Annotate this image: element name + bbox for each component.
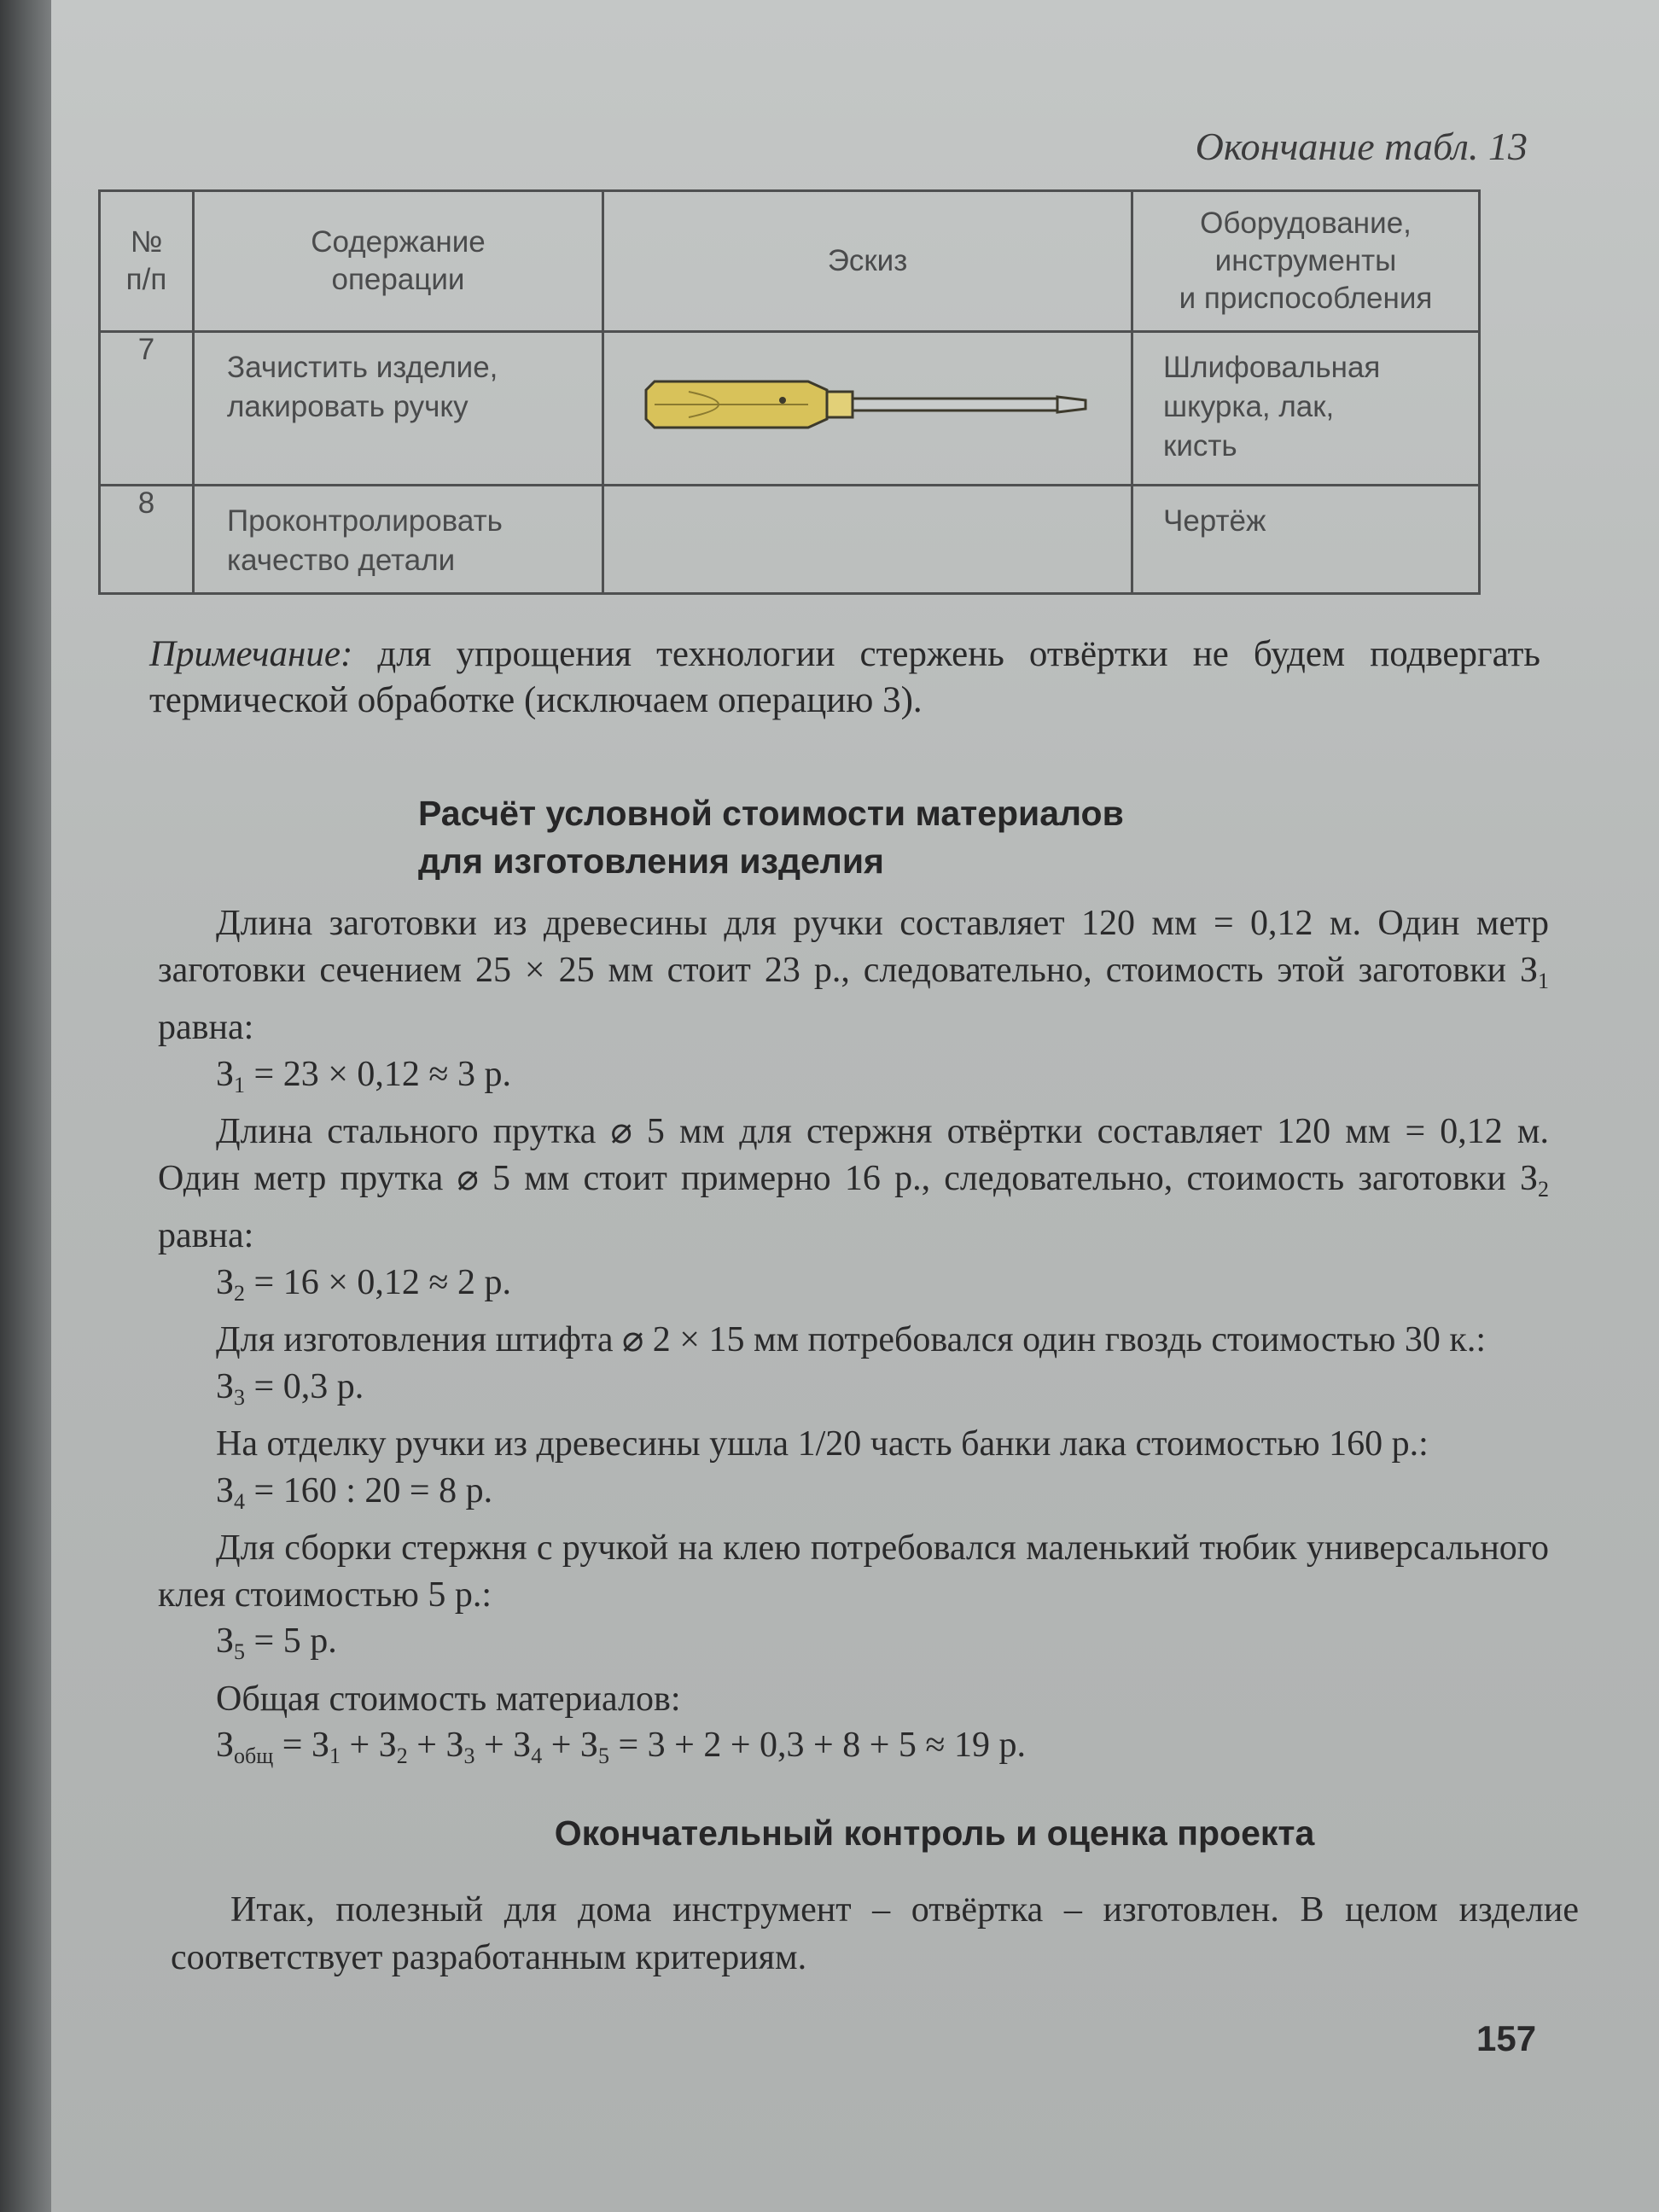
header-number: № п/п [100, 191, 194, 332]
note-text: для упрощения технологии стержень отвёртки не будем подвергать термической обработке (исключаем операцию 3). [149, 634, 1540, 720]
row-number: 8 [100, 486, 194, 594]
formula: $З_3 = 0,3$ р. [216, 1366, 364, 1410]
row-sketch [603, 332, 1132, 486]
formula: $З_4 = 160$ : 20 = 8 р. [216, 1470, 493, 1514]
paragraph: Длина заготовки из древесины для ручки составляет 120 мм = 0,12 м. Один метр заготовки сечением 25 × 25 мм стоит 23 р., следовательно, стоимость этой заготовки $З_1$ равна: [158, 904, 1549, 1047]
table-row [100, 332, 1480, 486]
header-sketch: Эскиз [603, 191, 1132, 332]
paragraph: На отделку ручки из древесины ушла 1/20 часть банки лака стоимостью 160 р.: [216, 1424, 1429, 1464]
row-content: Проконтролировать качество детали [194, 486, 603, 594]
final-paragraph: Итак, полезный для дома инструмент – отвёртка – изготовлен. В целом изделие соответствует разработанным критериям. [171, 1890, 1579, 1977]
section-heading-final: Окончательный контроль и оценка проекта [554, 1813, 1315, 1853]
formula: $З_5 = 5$ р. [216, 1621, 337, 1664]
fraction: 1/20 [797, 1424, 862, 1464]
table-note [149, 632, 1540, 724]
note-label: Примечание: [149, 634, 353, 674]
row-number: 7 [100, 332, 194, 486]
table-caption: Окончание табл. 13 [1195, 125, 1528, 168]
cost-calculation-text [158, 900, 1549, 1780]
table-header-row [100, 191, 1480, 332]
paragraph: Общая стоимость материалов: [216, 1679, 681, 1719]
table-row [100, 486, 1480, 594]
section-heading-cost: Расчёт условной стоимости материалов для изготовления изделия [418, 794, 1124, 881]
header-equipment: Оборудование, инструменты и приспособления [1132, 191, 1480, 332]
paragraph: Для изготовления штифта ⌀ 2 × 15 мм потребовался один гвоздь стоимостью 30 к.: [216, 1320, 1486, 1359]
paragraph: Для сборки стержня с ручкой на клею потребовался маленький тюбик универсального клея стоимостью 5 р.: [158, 1528, 1549, 1615]
paragraph: Длина стального прутка ⌀ 5 мм для стержня отвёртки составляет 120 мм = 0,12 м. Один метр прутка ⌀ 5 мм стоит примерно 16 р., следовательно, стоимость заготовки $З_2$ равна: [158, 1112, 1549, 1255]
row-content: Зачистить изделие, лакировать ручку [194, 332, 603, 486]
row-equipment: Шлифовальная шкурка, лак, кисть [1132, 332, 1480, 486]
page-number: 157 [1476, 2018, 1537, 2058]
row-equipment: Чертёж [1132, 486, 1480, 594]
row-sketch [603, 486, 1132, 594]
formula: $З_2 = 16 \times 0,12 \approx 2$ р. [216, 1262, 511, 1306]
header-content: Содержание операции [194, 191, 603, 332]
total-formula: $З_{общ} = З_1 + З_2 + З_3 + З_4 + З_5 = 3 + 2 + 0,3 + 8 + 5 \approx 19$ р. [216, 1726, 1026, 1768]
operations-table [98, 189, 1481, 595]
screwdriver-sketch [637, 366, 1098, 443]
formula: $З_1 = 23 \times 0,12 \approx 3$ р. [216, 1054, 511, 1097]
